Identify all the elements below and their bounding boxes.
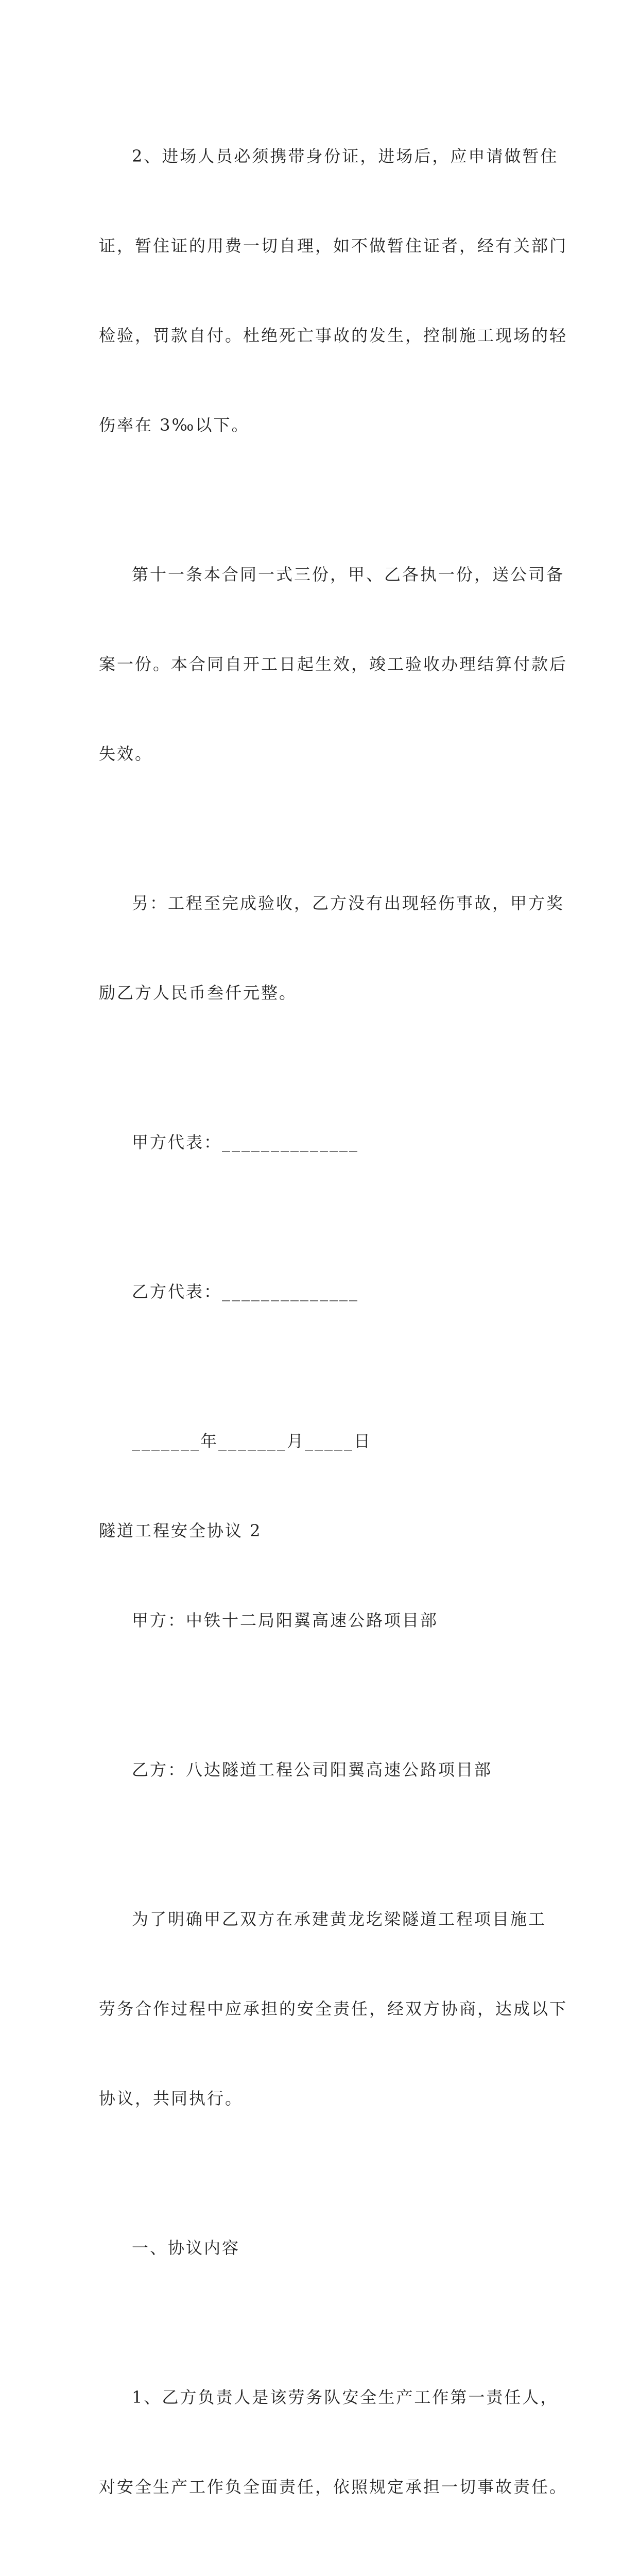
- text-line: _______年_______月_____日: [132, 1431, 372, 1451]
- text-line: 乙方：八达隧道工程公司阳翼高速公路项目部: [132, 1760, 493, 1780]
- text-line: 另：工程至完成验收，乙方没有出现轻伤事故，甲方奖: [132, 893, 565, 913]
- paragraph-purpose: [99, 1844, 568, 2173]
- text-line: 检验，罚款自付。杜绝死亡事故的发生，控制施工现场的轻: [99, 326, 568, 345]
- text-line: 协议，共同执行。: [99, 2089, 244, 2108]
- section-title: [99, 1516, 542, 1546]
- text-line: 一、协议内容: [132, 2238, 240, 2258]
- paragraph-reward: [99, 828, 565, 1067]
- text-line: 劳务合作过程中应承担的安全责任，经双方协商，达成以下: [99, 1999, 568, 2019]
- subheading-agreement-content: [99, 2173, 542, 2323]
- signature-date: [99, 1366, 542, 1516]
- paragraph-article-eleven: [99, 500, 568, 828]
- clause-1: [99, 2323, 568, 2562]
- party-b: [99, 1695, 542, 1844]
- text-line: 案一份。本合同自开工日起生效，竣工验收办理结算付款后: [99, 654, 568, 674]
- text-line: 励乙方人民币叁仟元整。: [99, 983, 298, 1003]
- party-b-representative: [99, 1217, 542, 1366]
- text-line: 乙方代表：______________: [132, 1282, 359, 1301]
- text-line: 伤率在 3‰以下。: [99, 415, 250, 435]
- document-body: [99, 81, 568, 2576]
- text-line: 2、进场人员必须携带身份证，进场后，应申请做暂住: [132, 146, 559, 166]
- text-line: 1、乙方负责人是该劳务队安全生产工作第一责任人，: [132, 2387, 559, 2407]
- text-line: 甲方：中铁十二局阳翼高速公路项目部: [132, 1611, 439, 1630]
- clause-2: [99, 2562, 542, 2576]
- text-line: 对安全生产工作负全面责任，依照规定承担一切事故责任。: [99, 2477, 568, 2497]
- text-line: 隧道工程安全协议 2: [99, 1521, 262, 1540]
- text-line: 第十一条本合同一式三份，甲、乙各执一份，送公司备: [132, 565, 565, 584]
- text-line: 证，暂住证的用费一切自理，如不做暂住证者，经有关部门: [99, 236, 568, 256]
- text-line: 为了明确甲乙双方在承建黄龙圪梁隧道工程项目施工: [132, 1909, 547, 1929]
- text-line: 失效。: [99, 744, 153, 764]
- party-a: [99, 1546, 542, 1695]
- party-a-representative: [99, 1067, 542, 1217]
- text-line: 甲方代表：______________: [132, 1132, 359, 1152]
- paragraph-entry-permit: [99, 81, 568, 500]
